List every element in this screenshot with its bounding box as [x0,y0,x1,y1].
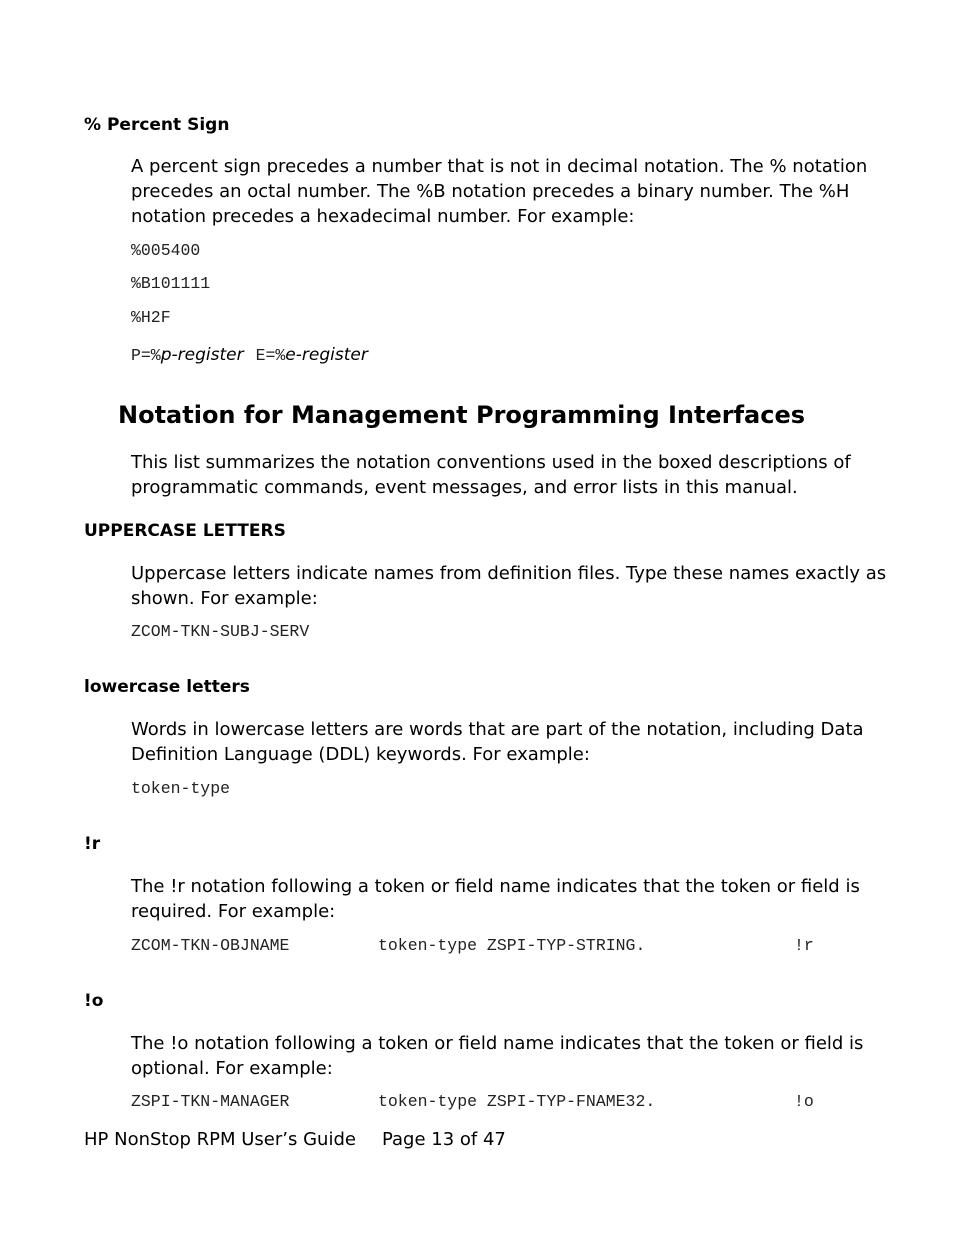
e-register-name: e-register [285,345,368,365]
required-example-flag: !r [794,936,814,955]
page-footer [84,1129,506,1150]
e-register-prefix: E=% [255,346,286,365]
required-heading: !r [84,834,101,854]
lowercase-heading: lowercase letters [84,677,250,697]
p-register-prefix: P=% [131,346,161,365]
octal-example: %005400 [131,241,201,260]
p-register-name: p-register [160,345,244,365]
footer-guide-title: HP NonStop RPM User’s Guide [84,1129,356,1150]
binary-example: %B101111 [131,274,211,293]
optional-example-type: token-type ZSPI-TYP-FNAME32. [378,1092,656,1111]
uppercase-heading: UPPERCASE LETTERS [84,521,286,541]
percent-sign-heading: % Percent Sign [84,115,230,135]
footer-page-number: Page 13 of 47 [381,1129,506,1150]
required-example-type: token-type ZSPI-TYP-STRING. [378,936,646,955]
optional-example-name: ZSPI-TKN-MANAGER [131,1092,290,1111]
lowercase-example: token-type [131,779,231,798]
required-description: The !r notation following a token or field name indicates that the token or field is required. For example: [131,876,860,922]
hex-example: %H2F [131,308,171,327]
section-title: Notation for Management Programming Interfaces [118,401,806,429]
register-example [131,345,368,365]
required-example-name: ZCOM-TKN-OBJNAME [131,936,290,955]
uppercase-example: ZCOM-TKN-SUBJ-SERV [131,622,310,641]
percent-sign-description: A percent sign precedes a number that is not in decimal notation. The % notation precedes an octal number. The %B notation precedes a binary number. The %H notation precedes a hexadecimal number. For example: [131,156,868,227]
optional-example-flag: !o [794,1092,814,1111]
section-intro: This list summarizes the notation conventions used in the boxed descriptions of programmatic commands, event messages, and error lists in this manual. [131,452,851,498]
optional-heading: !o [84,991,104,1011]
uppercase-description: Uppercase letters indicate names from definition files. Type these names exactly as shown. For example: [131,563,887,609]
lowercase-description: Words in lowercase letters are words that are part of the notation, including Data Definition Language (DDL) keywords. For example: [131,719,864,765]
optional-description: The !o notation following a token or field name indicates that the token or field is optional. For example: [131,1033,864,1079]
